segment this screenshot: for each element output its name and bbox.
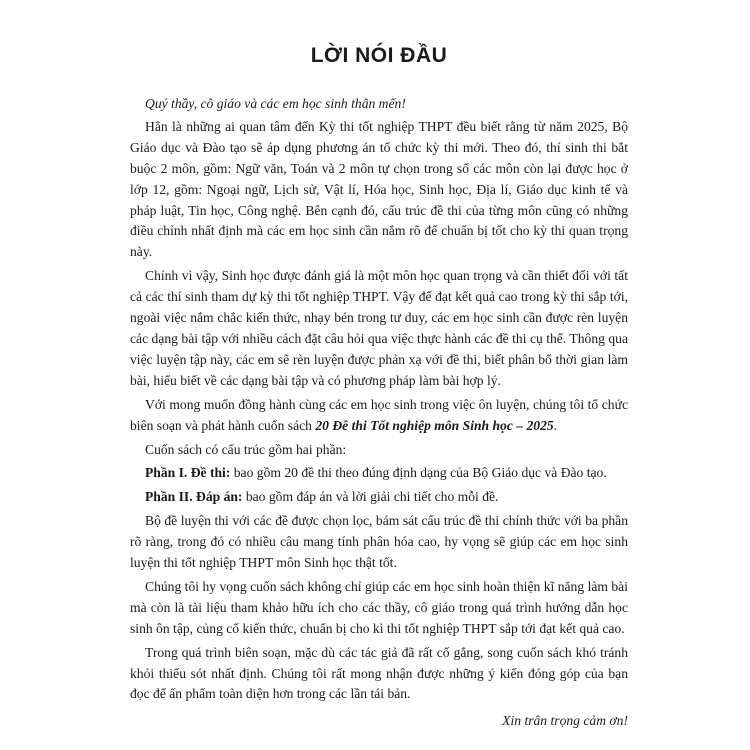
part-two-label: Phần II. Đáp án: bbox=[145, 489, 243, 505]
part-one bbox=[130, 463, 628, 484]
part-two bbox=[130, 487, 628, 508]
paragraph-hope: Chúng tôi hy vọng cuốn sách không chỉ giúp các em học sinh hoàn thiện kĩ năng làm bài mà còn là tài liệu tham khảo hữu ích cho các thầy, cô giáo trong quá trình hướng dẫn học sinh ôn tập, củng cố kiến thức, chuẩn bị cho kì thi tốt nghiệp THPT sắp tới đạt kết quả cao. bbox=[130, 578, 628, 636]
paragraph-feedback: Trong quá trình biên soạn, mặc dù các tác giả đã rất cố gắng, song cuốn sách khó tránh khỏi thiếu sót nhất định. Chúng tôi rất mong nhận được những ý kiến đóng góp của bạn đọc để ấn phẩm toàn diện hơn trong các lần tái bản. bbox=[130, 644, 628, 702]
salutation: Quý thầy, cô giáo và các em học sinh thân mến! bbox=[145, 96, 406, 111]
paragraph-purpose bbox=[130, 395, 628, 437]
purpose-text: Với mong muốn đồng hành cùng các em học sinh trong việc ôn luyện, chúng tôi tổ chức biên soạn và phát hành cuốn sách bbox=[130, 396, 628, 433]
purpose-end: . bbox=[553, 417, 558, 433]
paragraph-selection: Bộ đề luyện thi với các đề được chọn lọc, bám sát cấu trúc đề thi chính thức với ba phần rõ ràng, trong đó có nhiều câu mang tính phân hóa cao, hy vọng sẽ giúp các em học sinh luyện thi tốt nghiệp THPT môn Sinh học thật tốt. bbox=[130, 513, 628, 571]
paragraph-structure: Cuốn sách có cấu trúc gồm hai phần: bbox=[145, 441, 347, 457]
paragraph-importance: Chính vì vậy, Sinh học được đánh giá là một môn học quan trọng và cần thiết đối với tất cả các thí sinh tham dự kỳ thi tốt nghiệp THPT. Vậy để đạt kết quả cao trong kỳ thi sắp tới, ngoài việc nắm chắc kiến thức, nhạy bén trong tư duy, các em học sinh cần được rèn luyện các dạng bài tập với nhiều cách đặt câu hỏi qua việc thực hành các đề thi cụ thể. Thông qua việc luyện tập này, các em sẽ rèn luyện được phản xạ với đề thi, biết phân bổ thời gian làm bài, hiểu biết về các dạng bài tập và có phương pháp làm bài hợp lý. bbox=[130, 268, 628, 388]
page-title: LỜI NÓI ĐẦU bbox=[310, 44, 448, 67]
paragraph-intro: Hẳn là những ai quan tâm đến Kỳ thi tốt nghiệp THPT đều biết rằng từ năm 2025, Bộ Giáo dục và Đào tạo sẽ áp dụng phương án tổ chức kỳ thi mới. Theo đó, thí sinh thi bắt buộc 2 môn, gồm: Ngữ văn, Toán và 2 môn tự chọn trong số các môn còn lại được học ở lớp 12, gồm: Ngoại ngữ, Lịch sử, Vật lí, Hóa học, Sinh học, Địa lí, Giáo dục kinh tế và pháp luật, Tin học, Công nghệ. Bên cạnh đó, cấu trúc đề thi của từng môn cũng có những điều chỉnh nhất định mà các em học sinh cần nắm rõ để chuẩn bị tốt cho kỳ thi quan trọng này. bbox=[130, 118, 628, 260]
part-one-label: Phần I. Đề thi: bbox=[145, 465, 231, 481]
closing-line: Xin trân trọng cảm ơn! bbox=[502, 713, 628, 729]
part-one-text: bao gồm 20 đề thi theo đúng định dạng của Bộ Giáo dục và Đào tạo. bbox=[230, 465, 607, 481]
book-title: 20 Đề thi Tốt nghiệp môn Sinh học – 2025 bbox=[315, 417, 554, 433]
part-two-text: bao gồm đáp án và lời giải chi tiết cho mỗi đề. bbox=[242, 489, 499, 505]
